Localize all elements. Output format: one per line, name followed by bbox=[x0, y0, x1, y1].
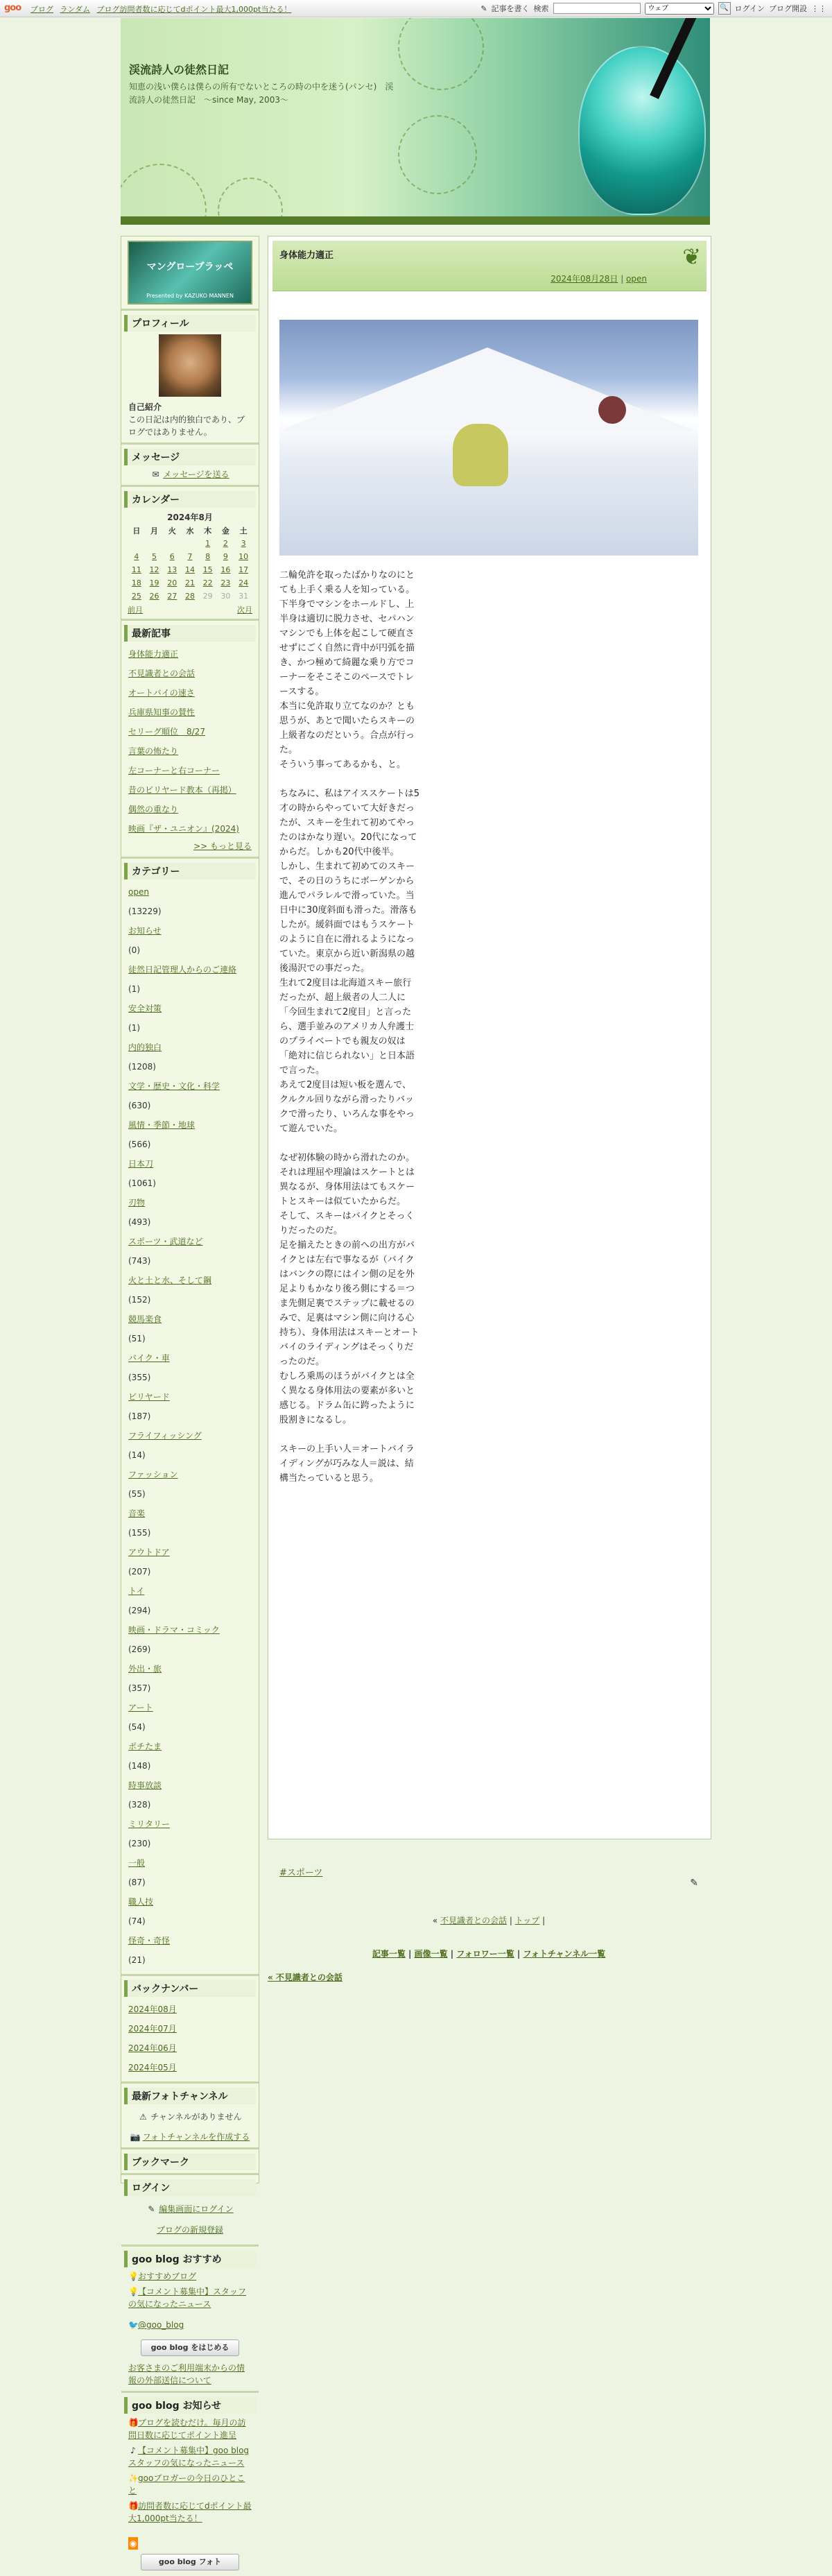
category-count: (566) bbox=[128, 1140, 151, 1149]
calendar-day[interactable]: 18 bbox=[131, 578, 141, 587]
more-posts-link[interactable]: >> もっと見る bbox=[193, 841, 252, 851]
skier-figure bbox=[598, 396, 626, 424]
recommend-link[interactable]: 【コメント募集中】スタッフの気になったニュース bbox=[128, 2287, 247, 2309]
category-item bbox=[128, 1310, 252, 1348]
calendar-day[interactable]: 11 bbox=[131, 565, 141, 574]
calendar-day[interactable]: 12 bbox=[149, 565, 159, 574]
category-link[interactable]: アート bbox=[128, 1703, 153, 1712]
category-count: (207) bbox=[128, 1567, 151, 1577]
category-link[interactable]: 映画・ドラマ・コミック bbox=[128, 1625, 220, 1635]
category-item bbox=[128, 999, 252, 1038]
calendar-day: 31 bbox=[239, 592, 249, 601]
gift-icon: 🎁 bbox=[128, 2501, 139, 2511]
category-count: (155) bbox=[128, 1528, 151, 1538]
calendar-day[interactable]: 17 bbox=[239, 565, 249, 574]
avatar bbox=[159, 334, 221, 397]
category-count: (14) bbox=[128, 1450, 146, 1460]
category-link[interactable]: スポーツ・武道など bbox=[128, 1237, 203, 1246]
envelope-icon: ✉ bbox=[152, 470, 159, 479]
backnumber-list bbox=[121, 2000, 259, 2079]
calendar-day[interactable]: 6 bbox=[169, 552, 175, 561]
category-count: (357) bbox=[128, 1683, 151, 1693]
category-link[interactable]: ビリヤード bbox=[128, 1392, 170, 1402]
post-header bbox=[272, 241, 707, 291]
category-count: (87) bbox=[128, 1878, 146, 1887]
category-link[interactable]: トイ bbox=[128, 1586, 145, 1596]
category-count: (269) bbox=[128, 1645, 151, 1654]
search-input[interactable] bbox=[553, 3, 641, 14]
section-heading: メッセージ bbox=[124, 449, 256, 465]
search-label: 検索 bbox=[533, 4, 549, 13]
calendar-next-link[interactable]: 次月 bbox=[237, 605, 252, 615]
prev-mark: « bbox=[432, 1916, 438, 1925]
recent-post-link[interactable]: 兵庫県知事の賛性 bbox=[128, 707, 196, 717]
mountain-shape bbox=[279, 347, 695, 431]
rss-icon[interactable]: ◉ bbox=[129, 2539, 137, 2548]
pencil-icon: ✎ bbox=[148, 2204, 155, 2214]
index-link[interactable]: 記事一覧 bbox=[372, 1949, 406, 1959]
category-count: (1061) bbox=[128, 1178, 156, 1188]
recent-post-link[interactable]: 映画『ザ・ユニオン』(2024) bbox=[128, 824, 239, 834]
profile-section bbox=[121, 315, 259, 440]
category-count: (294) bbox=[128, 1606, 151, 1615]
twitter-link[interactable]: @goo_blog bbox=[138, 2320, 184, 2330]
category-list bbox=[121, 882, 259, 1971]
divider bbox=[121, 309, 259, 311]
section-heading: バックナンバー bbox=[124, 1980, 256, 1997]
category-count: (1208) bbox=[128, 1062, 156, 1072]
category-link[interactable]: お知らせ bbox=[128, 926, 162, 936]
top-link[interactable]: トップ bbox=[514, 1916, 540, 1925]
recent-post-link[interactable]: 身体能力適正 bbox=[128, 649, 179, 659]
calendar-weekday: 木 bbox=[204, 526, 212, 535]
calendar-day[interactable]: 10 bbox=[239, 552, 249, 561]
category-count: (230) bbox=[128, 1839, 151, 1848]
external-info-link[interactable]: お客さまのご利用端末からの情報の外部送信について bbox=[128, 2363, 245, 2385]
calendar-section bbox=[121, 491, 259, 616]
section-heading: ログイン bbox=[124, 2179, 256, 2196]
leaf-icon: ❦ bbox=[682, 243, 701, 270]
category-link[interactable]: 刃物 bbox=[128, 1198, 146, 1208]
category-link[interactable]: 安全対策 bbox=[128, 1004, 162, 1013]
section-heading: カレンダー bbox=[124, 491, 256, 508]
category-link[interactable]: 時事放談 bbox=[128, 1780, 162, 1790]
calendar-weekday: 火 bbox=[168, 526, 176, 535]
top-bar bbox=[0, 0, 832, 17]
calendar-day[interactable]: 23 bbox=[220, 578, 231, 587]
topbar-link-blog[interactable]: ブログ bbox=[31, 5, 53, 14]
category-link[interactable]: 火と土と水、そして鋼 bbox=[128, 1276, 212, 1285]
back-post-link[interactable]: « 不見識者との会話 bbox=[268, 1973, 343, 1982]
news-link[interactable]: ブログを読むだけ。毎月の訪問日数に応じてポイント進呈 bbox=[128, 2418, 246, 2440]
category-item bbox=[128, 882, 252, 921]
sidebar-banner-image[interactable] bbox=[128, 241, 252, 304]
category-count: (630) bbox=[128, 1101, 151, 1110]
login-section bbox=[121, 2179, 259, 2242]
calendar-day[interactable]: 13 bbox=[167, 565, 177, 574]
category-item bbox=[128, 1892, 252, 1931]
category-link[interactable]: ファッション bbox=[128, 1470, 178, 1479]
category-count: (13229) bbox=[128, 907, 162, 916]
section-heading: ブックマーク bbox=[124, 2154, 256, 2170]
category-item bbox=[128, 1387, 252, 1426]
post-title: 身体能力適正 bbox=[279, 250, 334, 261]
calendar-day bbox=[163, 537, 181, 550]
recent-post-link[interactable]: 左コーナーと右コーナー bbox=[128, 766, 220, 775]
calendar-weekday: 水 bbox=[186, 526, 194, 535]
search-scope-select[interactable] bbox=[645, 3, 714, 15]
calendar-day[interactable]: 15 bbox=[202, 565, 213, 574]
category-item bbox=[128, 1581, 252, 1620]
divider bbox=[121, 2391, 259, 2393]
category-link[interactable]: open bbox=[128, 887, 149, 897]
banner-text: マングローブラッペ bbox=[146, 261, 234, 273]
calendar-prev-link[interactable]: 前月 bbox=[128, 605, 143, 615]
category-count: (148) bbox=[128, 1761, 151, 1771]
send-message-link[interactable]: メッセージを送る bbox=[163, 470, 229, 479]
register-blog-link[interactable]: ブログの新規登録 bbox=[156, 2225, 223, 2235]
calendar-day[interactable]: 1 bbox=[205, 539, 211, 548]
calendar-day[interactable]: 22 bbox=[202, 578, 213, 587]
category-item bbox=[128, 1193, 252, 1232]
calendar-month: 2024年8月 bbox=[167, 513, 213, 522]
topbar-right bbox=[480, 2, 826, 15]
profile-intro-title: 自己紹介 bbox=[128, 402, 162, 412]
post-date-link[interactable]: 2024年08月28日 bbox=[551, 274, 618, 284]
calendar-day[interactable]: 27 bbox=[167, 592, 177, 601]
section-heading: カテゴリー bbox=[124, 863, 256, 879]
write-link[interactable]: 記事を書く bbox=[491, 4, 530, 13]
calendar-day: 29 bbox=[202, 592, 213, 601]
backnumber-link[interactable]: 2024年08月 bbox=[128, 2004, 177, 2014]
divider bbox=[121, 443, 259, 445]
category-count: (493) bbox=[128, 1217, 151, 1227]
category-item bbox=[128, 1737, 252, 1776]
category-item bbox=[128, 1465, 252, 1504]
calendar-day: 30 bbox=[220, 592, 231, 601]
category-link[interactable]: 職人技 bbox=[128, 1897, 154, 1907]
login-link[interactable]: ログイン bbox=[734, 4, 765, 13]
camera-icon: 📷 bbox=[130, 2132, 141, 2142]
edit-login-link[interactable]: 編集画面にログイン bbox=[159, 2204, 234, 2214]
category-count: (152) bbox=[128, 1295, 151, 1305]
calendar-weekday: 月 bbox=[150, 526, 159, 535]
header-drink-image bbox=[578, 46, 706, 215]
category-count: (1) bbox=[128, 1023, 140, 1033]
category-item bbox=[128, 1776, 252, 1814]
index-link[interactable]: 画像一覧 bbox=[414, 1949, 448, 1959]
recent-post-link[interactable]: 偶然の重なり bbox=[128, 805, 179, 814]
category-link[interactable]: ポチたま bbox=[128, 1742, 162, 1751]
recent-post-link[interactable]: 昔のビリヤード教本（再掲） bbox=[128, 785, 236, 795]
category-count: (55) bbox=[128, 1489, 146, 1499]
divider bbox=[121, 2244, 259, 2247]
news-section bbox=[121, 2397, 259, 2576]
news-link[interactable]: 訪問者数に応じてdポイント最大1,000pt当たる！ bbox=[128, 2501, 252, 2523]
profile-intro-body: この日記は内的独白であり、ブログではありません。 bbox=[128, 415, 245, 437]
post-meta bbox=[551, 273, 647, 284]
category-link[interactable]: 風情・季節・地球 bbox=[128, 1120, 196, 1130]
calendar-weekday: 土 bbox=[239, 526, 248, 535]
category-count: (0) bbox=[128, 945, 140, 955]
calendar-weekday: 日 bbox=[132, 526, 141, 535]
category-link[interactable]: アウトドア bbox=[128, 1547, 170, 1557]
calendar-day[interactable]: 21 bbox=[184, 578, 195, 587]
recent-post-link[interactable]: 不見識者との会話 bbox=[128, 669, 196, 678]
no-channel-text: チャンネルがありません bbox=[150, 2112, 242, 2122]
bulb-icon: 💡 bbox=[128, 2272, 139, 2281]
calendar-day[interactable]: 24 bbox=[239, 578, 249, 587]
category-link[interactable]: 一般 bbox=[128, 1858, 146, 1868]
top-links bbox=[31, 3, 295, 15]
divider bbox=[121, 857, 259, 859]
category-link[interactable]: ミリタリー bbox=[128, 1819, 171, 1829]
calendar-day[interactable]: 9 bbox=[223, 552, 228, 561]
blog-description: 知恵の浅い僕らは僕らの所有でないところの時の中を迷う(パンセ) 渓流詩人の徒然日記 ～since May, 2003～ bbox=[129, 82, 394, 105]
recent-post-link[interactable]: オートバイの速さ bbox=[128, 688, 195, 698]
ornament-decoration bbox=[121, 164, 207, 225]
calendar-day[interactable]: 19 bbox=[149, 578, 159, 587]
backnumber-link[interactable]: 2024年06月 bbox=[128, 2043, 177, 2053]
topbar-link-random[interactable]: ランダム bbox=[60, 5, 91, 14]
recommend-link[interactable]: おすすめブログ bbox=[138, 2272, 197, 2281]
backnumber-link[interactable]: 2024年05月 bbox=[128, 2063, 177, 2072]
category-link[interactable]: フライフィッシング bbox=[128, 1431, 202, 1441]
section-heading: 最新記事 bbox=[124, 625, 256, 642]
category-link[interactable]: 音楽 bbox=[128, 1509, 146, 1518]
calendar-day[interactable]: 20 bbox=[167, 578, 177, 587]
star-icon: ✨ bbox=[128, 2473, 139, 2483]
category-item bbox=[128, 1348, 252, 1387]
index-link[interactable]: フォトチャンネル一覧 bbox=[523, 1949, 606, 1959]
recommend-section bbox=[121, 2251, 259, 2388]
divider bbox=[121, 2081, 259, 2084]
open-blog-link[interactable]: ブログ開設 bbox=[769, 4, 807, 13]
calendar-day[interactable]: 5 bbox=[152, 552, 157, 561]
recent-post-link[interactable]: 言葉の怖たり bbox=[128, 746, 179, 756]
category-item bbox=[128, 1154, 252, 1193]
category-item bbox=[128, 1659, 252, 1698]
calendar-day[interactable]: 3 bbox=[241, 539, 246, 548]
category-link[interactable]: 外出・旅 bbox=[128, 1664, 162, 1674]
pencil-icon: ✎ bbox=[480, 3, 487, 13]
calendar-day[interactable]: 25 bbox=[131, 592, 141, 601]
calendar-day[interactable]: 26 bbox=[149, 592, 159, 601]
calendar-day bbox=[128, 537, 146, 550]
category-item bbox=[128, 1931, 252, 1970]
post-body: 二輪免許を取ったばかりなのにとても上手く乗る人を知っている。下半身でマシンをホールドし、上半身は適切に脱力させ、セパハンマシンでも上体を起こして硬直させずにごく自然に背中が円弧を描き、かつ極めて綺麗な乗り方でコーナーをそこそこのペースでトレースする。 本当に免許取り立てなのか？とも思うが、あとで聞いたらスキーの上級者なのだという。合点が行った。 そういう事ってあるかも、と。 ちなみに、私はアイススケートは5才の時からやっていて大好きだったが、スキーを生れて初めてやったのはかなり遅い。20代になってからだ。しかも20代中後半。 しかし、生まれて初めてのスキーで、その日のうちにボーゲンから進んでパラレルで滑っていた。当日中に30度斜面も滑った。滑落もしたが。緩斜面ではもうスケートのように自在に滑れるようになっていた。東京から近い新潟県の越後湯沢での事だった。 生れて2度目は北海道スキー旅行だったが、超上級者の人二人に「今回生まれて2度目」と言ったら、選手並みのアメリカ人弁護士のプライベートでも親友の奴は「絶対に信じられない」と日本語で言った。 あえて2度目は短い板を選んで、クルクル回りながら滑ったりバックで滑ったり、いろんな事をやって遊んでいた。 なぜ初体験の時から滑れたのか。 それは理屈や理論はスケートとは異なるが、身体用法はてもスケートとスキーは似ていたからだ。 そして、スキーはバイクとそっくりだったのだ。 足を揃えたときの前への出方がバイクとは左右で事なるが（バイクはバンクの際にはイン側の足を外足よりもかなり後ろ側にする＝つま先側足裏でステップに載せるのみで、足裏はマシン側に向ける心持ち）、身体用法はスキーとオートバイのライディングはそっくりだったのだ。 むしろ乗馬のほうがバイクとは全く異なる身体用法の要素が多いと感じる。ドラム缶に跨ったように股割きになるし。 スキーの上手い人＝オートバイライディングが巧みな人＝説は、結構当たっていると思う。 bbox=[279, 570, 419, 1484]
category-item bbox=[128, 1115, 252, 1154]
category-count: (1) bbox=[128, 984, 140, 994]
bulb-icon: 💡 bbox=[128, 2287, 139, 2296]
category-count: (54) bbox=[128, 1722, 146, 1732]
category-item bbox=[128, 1038, 252, 1076]
category-item bbox=[128, 1076, 252, 1115]
calendar-day[interactable]: 8 bbox=[205, 552, 211, 561]
section-heading: goo blog おすすめ bbox=[124, 2251, 256, 2267]
divider bbox=[121, 619, 259, 621]
post-category-link[interactable]: open bbox=[626, 274, 647, 284]
grid-menu-icon[interactable]: ⋮⋮ bbox=[811, 3, 826, 13]
index-links: 記事一覧 | 画像一覧 | フォロワー一覧 | フォトチャンネル一覧 bbox=[372, 1949, 606, 1959]
category-link[interactable]: 文学・歴史・文化・科学 bbox=[128, 1081, 220, 1091]
section-heading: プロフィール bbox=[124, 315, 256, 332]
category-link[interactable]: バイク・車 bbox=[128, 1353, 170, 1363]
warning-icon: ⚠ bbox=[139, 2112, 147, 2122]
post-navigation: « 不見識者との会話 | トップ | bbox=[432, 1916, 546, 1925]
backnumber-section bbox=[121, 1980, 259, 2079]
calendar-day[interactable]: 2 bbox=[223, 539, 228, 548]
header-bottom-bar bbox=[121, 216, 710, 225]
category-item bbox=[128, 1814, 252, 1853]
prev-post-link[interactable]: 不見識者との会話 bbox=[440, 1916, 507, 1925]
category-count: (328) bbox=[128, 1800, 151, 1810]
post-tag-link[interactable]: #スポーツ bbox=[279, 1868, 323, 1878]
sidebar bbox=[121, 236, 259, 2566]
category-link[interactable]: 徒然日記管理人からのご連絡 bbox=[128, 965, 237, 974]
category-count: (187) bbox=[128, 1411, 151, 1421]
post-ski-photo[interactable] bbox=[279, 320, 698, 556]
category-item bbox=[128, 1504, 252, 1543]
create-photochannel-link[interactable]: フォトチャンネルを作成する bbox=[142, 2132, 250, 2142]
goo-photo-button[interactable]: goo blog フォト bbox=[141, 2554, 239, 2570]
category-section bbox=[121, 863, 259, 1971]
calendar-table bbox=[128, 510, 252, 616]
gift-icon: 🎁 bbox=[128, 2418, 139, 2428]
skier-figure bbox=[453, 424, 508, 486]
category-item bbox=[128, 1232, 252, 1271]
category-link[interactable]: 怪奇・奇怪 bbox=[128, 1936, 171, 1946]
category-count: (74) bbox=[128, 1916, 146, 1926]
topbar-link-campaign[interactable]: ブログ訪問者数に応じてdポイント最大1,000pt当たる！ bbox=[96, 5, 292, 14]
ornament-decoration bbox=[398, 115, 477, 194]
section-heading: goo blog お知らせ bbox=[124, 2397, 256, 2414]
backnumber-link[interactable]: 2024年07月 bbox=[128, 2024, 177, 2034]
start-blog-button[interactable]: goo blog をはじめる bbox=[141, 2339, 239, 2356]
calendar-day[interactable]: 14 bbox=[184, 565, 195, 574]
section-heading: 最新フォトチャンネル bbox=[124, 2088, 256, 2104]
message-section bbox=[121, 449, 259, 482]
main-post bbox=[268, 236, 711, 1889]
recent-post-link[interactable]: セリーグ順位 8/27 bbox=[128, 727, 205, 737]
calendar-day bbox=[181, 537, 199, 550]
category-count: (355) bbox=[128, 1373, 151, 1382]
category-item bbox=[128, 960, 252, 999]
category-item bbox=[128, 1271, 252, 1310]
blog-title[interactable]: 渓流詩人の徒然日記 bbox=[129, 63, 229, 76]
blog-header bbox=[121, 18, 710, 225]
category-item bbox=[128, 1620, 252, 1659]
category-item bbox=[128, 1543, 252, 1581]
calendar-day[interactable]: 28 bbox=[184, 592, 195, 601]
news-link[interactable]: gooブロガーの今日のひとこと bbox=[128, 2473, 245, 2496]
divider bbox=[121, 1974, 259, 1976]
recent-posts-list bbox=[121, 644, 259, 840]
category-link[interactable]: 日本刀 bbox=[128, 1159, 154, 1169]
recent-posts-section bbox=[121, 625, 259, 854]
category-link[interactable]: 内的独白 bbox=[128, 1042, 162, 1052]
calendar-day[interactable]: 4 bbox=[134, 552, 139, 561]
divider bbox=[121, 2173, 259, 2175]
ornament-decoration bbox=[398, 18, 484, 90]
calendar-day bbox=[146, 537, 164, 550]
category-item bbox=[128, 1698, 252, 1737]
category-item bbox=[128, 1426, 252, 1465]
category-item bbox=[128, 921, 252, 960]
goo-logo[interactable]: goo bbox=[4, 3, 21, 13]
divider bbox=[121, 485, 259, 487]
category-link[interactable]: 競馬楽食 bbox=[128, 1314, 162, 1324]
category-count: (51) bbox=[128, 1334, 146, 1343]
calendar-day[interactable]: 16 bbox=[220, 565, 231, 574]
photochannel-section bbox=[121, 2088, 259, 2145]
index-link[interactable]: フォロワー一覧 bbox=[456, 1949, 514, 1959]
twitter-icon: 🐦 bbox=[128, 2320, 139, 2330]
category-item bbox=[128, 1853, 252, 1892]
category-count: (21) bbox=[128, 1955, 146, 1965]
calendar-weekday: 金 bbox=[221, 526, 229, 535]
pencil-icon[interactable]: ✎ bbox=[690, 1878, 698, 1889]
banner-subtext: Presented by KAZUKO MANNEN bbox=[146, 293, 234, 299]
search-icon[interactable]: 🔍 bbox=[718, 2, 731, 15]
news-link[interactable]: 【コメント募集中】goo blogスタッフの気になったニュース bbox=[128, 2446, 250, 2468]
meta-separator: | bbox=[618, 274, 627, 284]
divider bbox=[121, 2147, 259, 2149]
bookmark-section bbox=[121, 2154, 259, 2170]
calendar-day[interactable]: 7 bbox=[187, 552, 193, 561]
music-icon: ♪ bbox=[130, 2446, 136, 2455]
category-count: (743) bbox=[128, 1256, 151, 1266]
